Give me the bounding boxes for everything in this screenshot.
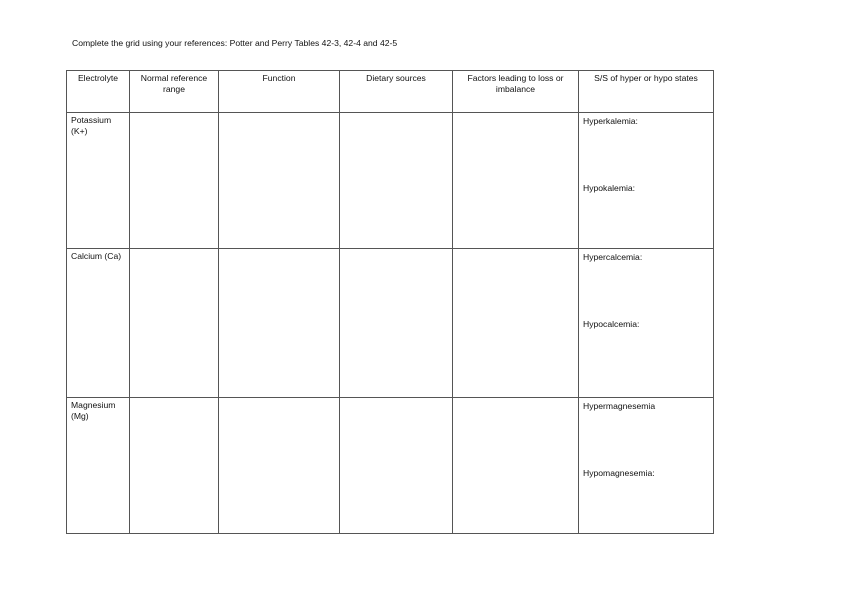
- signs-symptoms-cell[interactable]: [579, 249, 714, 398]
- function-cell[interactable]: [219, 113, 340, 249]
- dietary-sources-cell[interactable]: [340, 398, 453, 534]
- hyper-state-label: Hypercalcemia:: [583, 252, 643, 262]
- function-cell[interactable]: [219, 249, 340, 398]
- factors-cell[interactable]: [453, 113, 579, 249]
- electrolyte-name-cell: Potassium (K+): [67, 113, 130, 249]
- normal-range-cell[interactable]: [130, 249, 219, 398]
- dietary-sources-cell[interactable]: [340, 249, 453, 398]
- table-row-potassium: [67, 113, 714, 249]
- factors-cell[interactable]: [453, 398, 579, 534]
- signs-symptoms-cell[interactable]: [579, 113, 714, 249]
- hyper-state-label: Hyperkalemia:: [583, 116, 638, 126]
- electrolyte-grid: [66, 70, 714, 534]
- electrolyte-name-cell: Magnesium (Mg): [67, 398, 130, 534]
- header-function: Function: [219, 71, 340, 113]
- header-row: [67, 71, 714, 113]
- electrolyte-name-cell: Calcium (Ca): [67, 249, 130, 398]
- signs-symptoms-cell[interactable]: [579, 398, 714, 534]
- dietary-sources-cell[interactable]: [340, 113, 453, 249]
- header-signs-symptoms: S/S of hyper or hypo states: [579, 71, 714, 113]
- hypo-state-label: Hypomagnesemia:: [583, 468, 655, 478]
- function-cell[interactable]: [219, 398, 340, 534]
- hypo-state-label: Hypocalcemia:: [583, 319, 640, 329]
- factors-cell[interactable]: [453, 249, 579, 398]
- header-normal-range: Normal reference range: [130, 71, 219, 113]
- table-row-calcium: [67, 249, 714, 398]
- normal-range-cell[interactable]: [130, 398, 219, 534]
- header-factors: Factors leading to loss or imbalance: [453, 71, 579, 113]
- table-row-magnesium: [67, 398, 714, 534]
- hyper-state-label: Hypermagnesemia: [583, 401, 656, 411]
- hypo-state-label: Hypokalemia:: [583, 183, 636, 193]
- instruction-text: Complete the grid using your references: Potter and Perry Tables 42-3, 42-4 and 42-5: [72, 38, 398, 48]
- header-dietary-sources: Dietary sources: [340, 71, 453, 113]
- header-electrolyte: Electrolyte: [67, 71, 130, 113]
- normal-range-cell[interactable]: [130, 113, 219, 249]
